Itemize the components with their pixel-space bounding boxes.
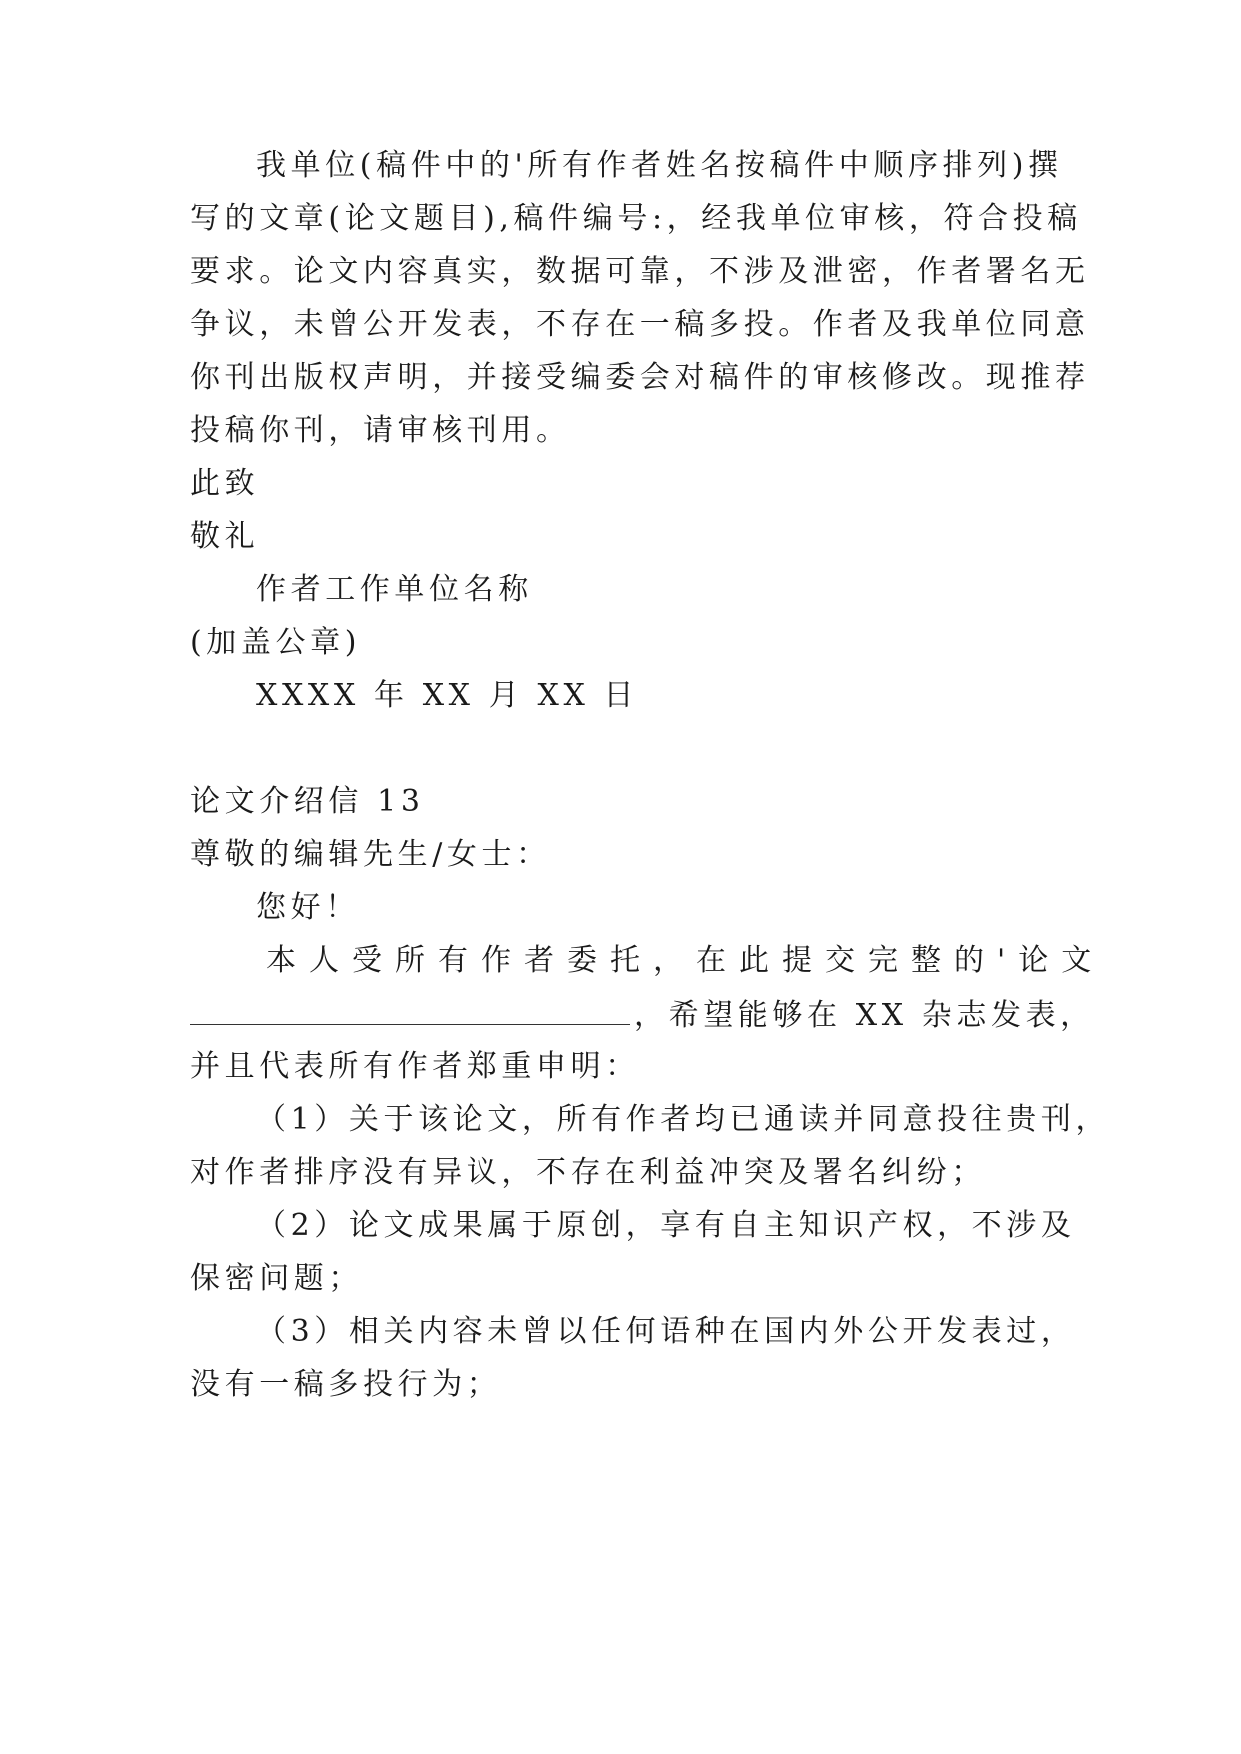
signature-date: XXXX 年 XX 月 XX 日: [256, 678, 639, 713]
declaration-item-1-line-1: （1）关于该论文，所有作者均已通读并同意投往贵刊，: [256, 1102, 1111, 1137]
letter1-body-line-5: 你刊出版权声明，并接受编委会对稿件的审核修改。现推荐: [190, 360, 1090, 395]
letter1-body-line-2: 写的文章(论文题目),稿件编号:，经我单位审核，符合投稿: [190, 201, 1082, 236]
letter2-title: 论文介绍信 13: [190, 784, 425, 819]
letter1-body-line-3: 要求。论文内容真实，数据可靠，不涉及泄密，作者署名无: [190, 254, 1090, 289]
declaration-item-3-line-1: （3）相关内容未曾以任何语种在国内外公开发表过，: [256, 1314, 1076, 1349]
closing-jing-li: 敬礼: [190, 519, 260, 554]
letter1-body-line-1: 我单位(稿件中的'所有作者姓名按稿件中顺序排列)撰: [256, 148, 1063, 183]
letter2-greeting: 您好！: [256, 890, 360, 925]
declaration-item-2-line-2: 保密问题；: [190, 1261, 363, 1296]
closing-ci-zhi: 此致: [190, 466, 260, 501]
paper-title-blank: [190, 994, 630, 1025]
letter2-salutation: 尊敬的编辑先生/女士：: [190, 837, 551, 872]
signature-organization: 作者工作单位名称: [256, 572, 533, 607]
letter1-body-line-6: 投稿你刊，请审核刊用。: [190, 413, 571, 448]
letter2-intro-line-2-text: ，希望能够在 XX 杂志发表，: [634, 998, 1095, 1033]
declaration-item-1-line-2: 对作者排序没有异议，不存在利益冲突及署名纠纷；: [190, 1155, 986, 1190]
declaration-item-2-line-1: （2）论文成果属于原创，享有自主知识产权，不涉及: [256, 1208, 1076, 1243]
declaration-item-3-line-2: 没有一稿多投行为；: [190, 1367, 502, 1402]
letter2-intro-line-3: 并且代表所有作者郑重申明：: [190, 1049, 640, 1084]
seal-note: (加盖公章): [190, 625, 362, 660]
letter2-intro-line-1: 本人受所有作者委托，在此提交完整的'论文: [266, 943, 1105, 978]
letter1-body-line-4: 争议，未曾公开发表，不存在一稿多投。作者及我单位同意: [190, 307, 1090, 342]
letter2-intro-line-2: [190, 994, 1095, 1036]
